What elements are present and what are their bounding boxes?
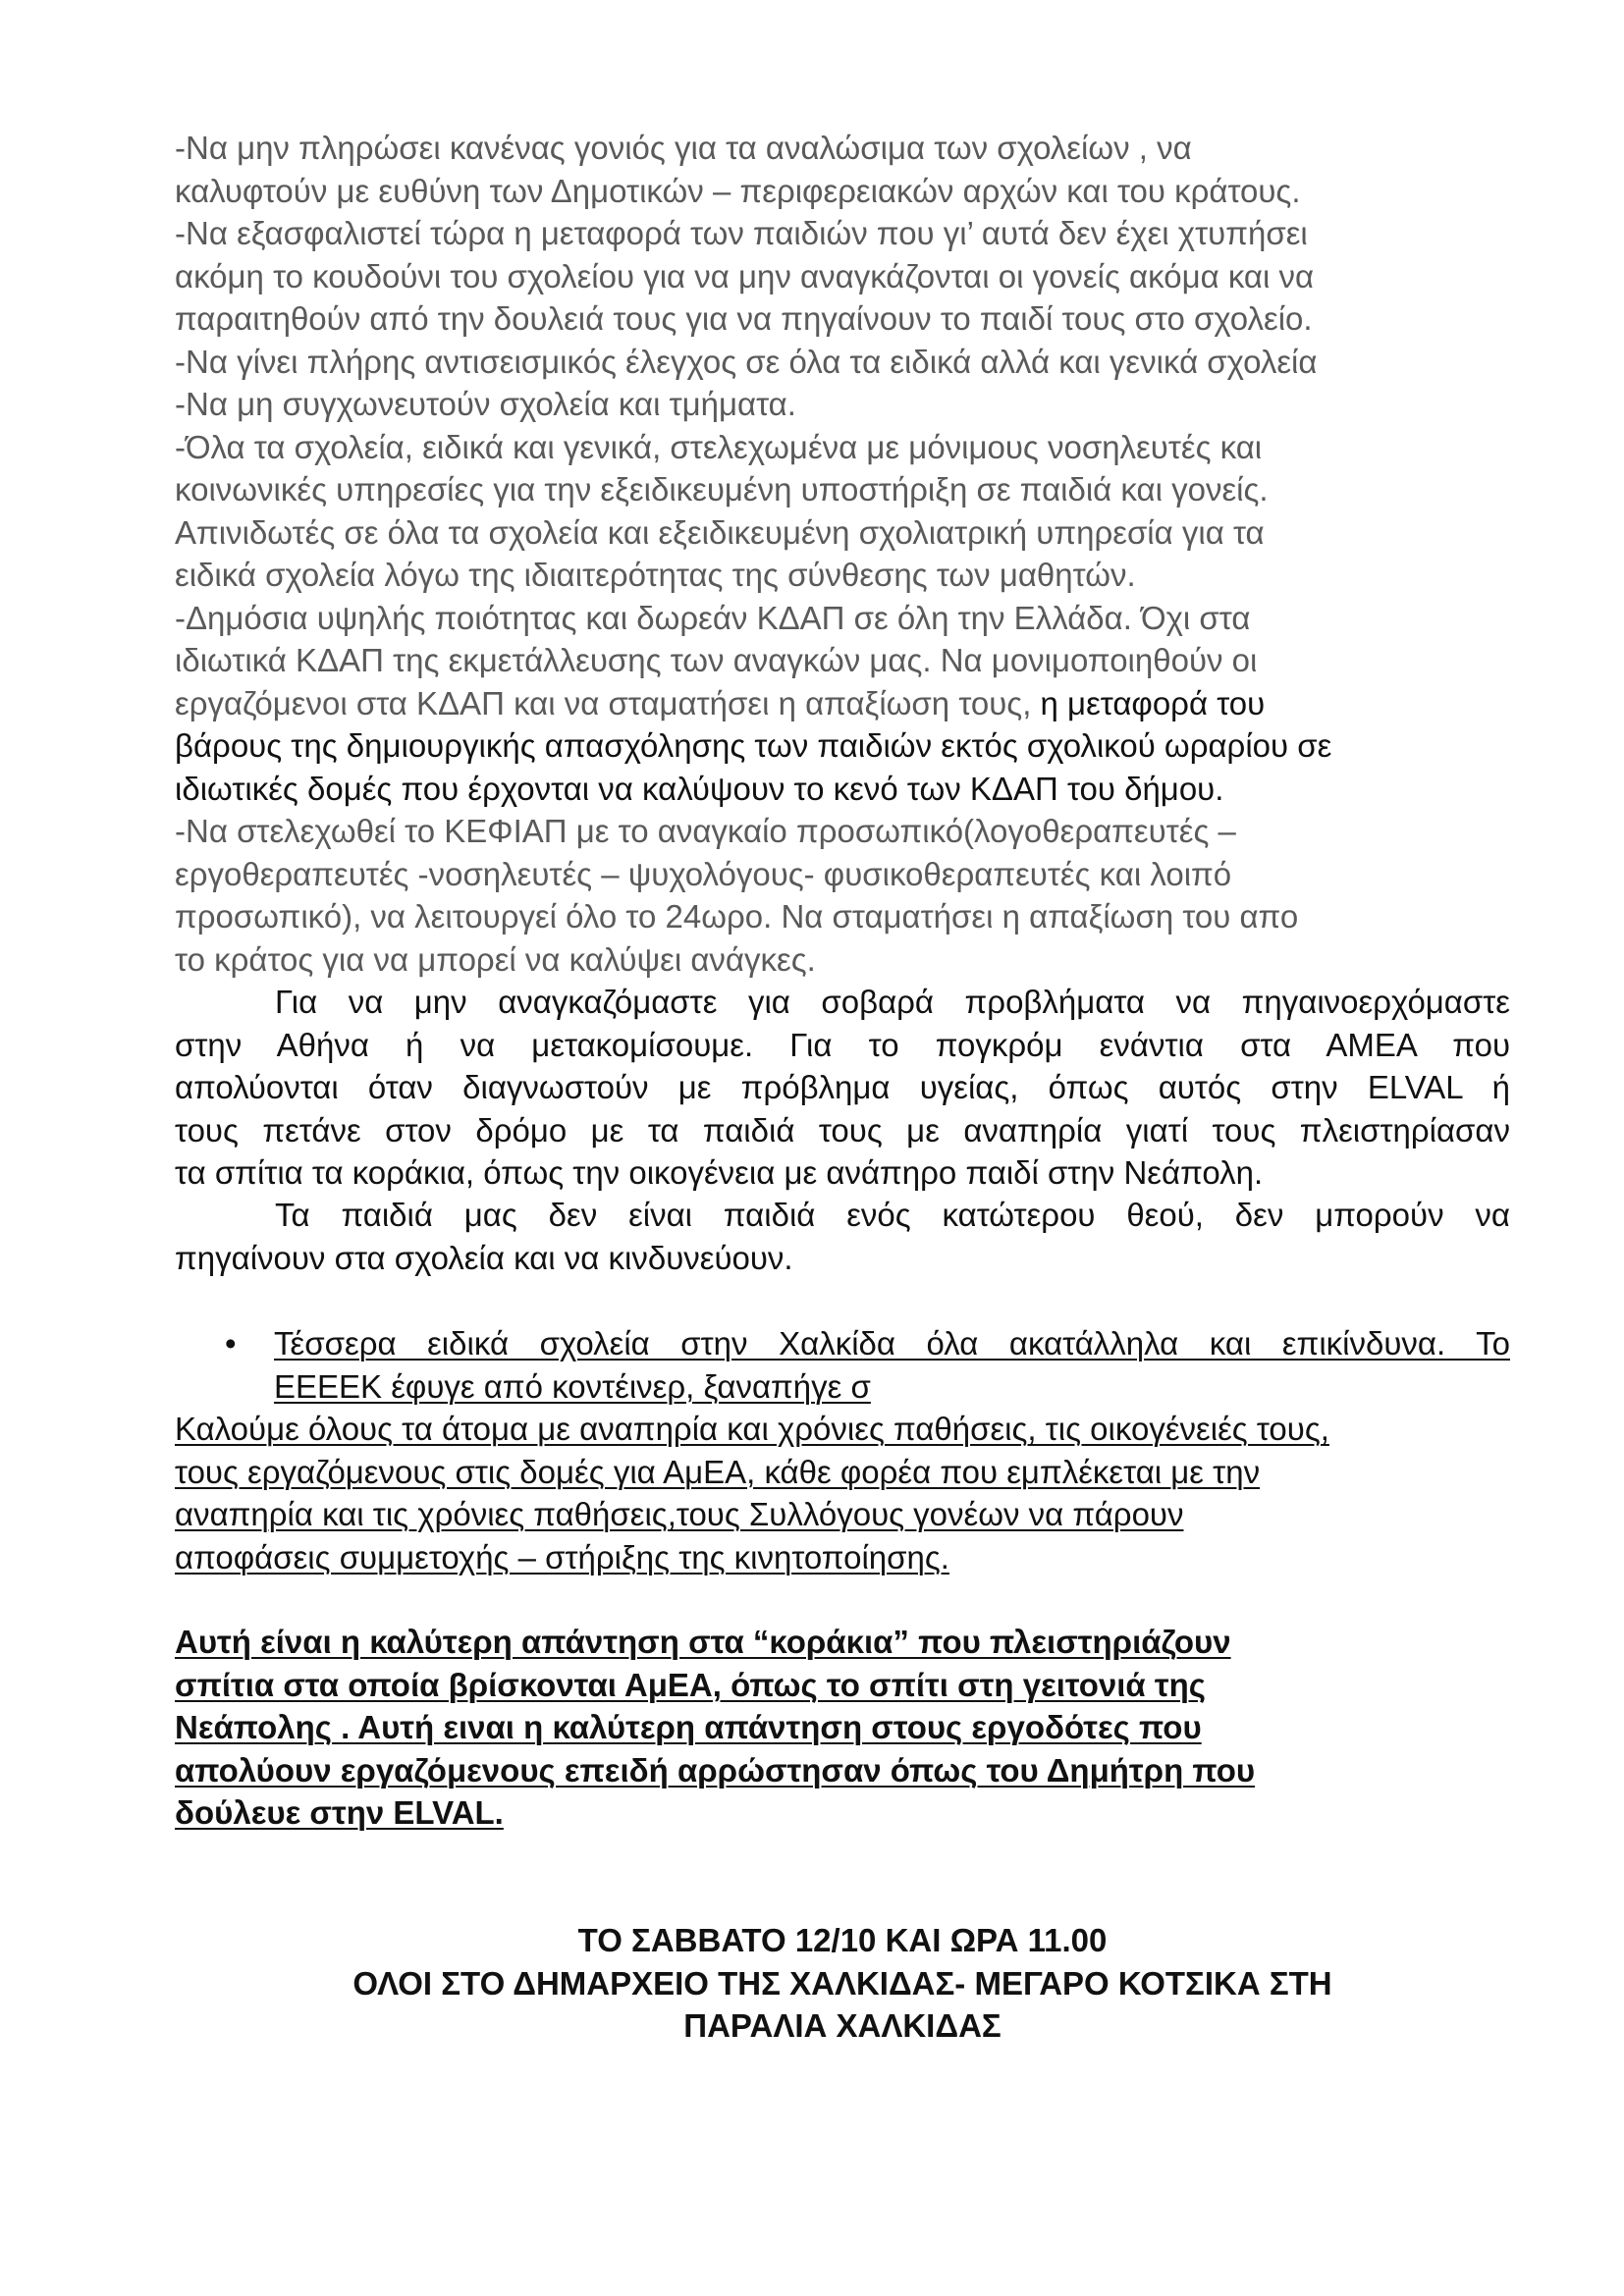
demand-line: κοινωνικές υπηρεσίες για την εξειδικευμένη υποστήριξη σε παιδιά και γονείς.	[175, 471, 1269, 507]
demand-line: -Να γίνει πλήρης αντισεισμικός έλεγχος σε όλα τα ειδικά αλλά και γενικά σχολεία	[175, 343, 1318, 380]
call-line: τους εργαζόμενους στις δομές για ΑμΕΑ, κάθε φορέα που εμπλέκεται με την	[175, 1453, 1261, 1490]
demand-line: ειδικά σχολεία λόγω της ιδιαιτερότητας της σύνθεσης των μαθητών.	[175, 557, 1136, 593]
call-line: αποφάσεις συμμετοχής – στήριξης της κινητοποίησης.	[175, 1538, 949, 1575]
demand-line: Απινιδωτές σε όλα τα σχολεία και εξειδικευμένη σχολιατρική υπηρεσία για τα	[175, 513, 1265, 551]
answer-line: σπίτια στα οποία βρίσκονται ΑμΕΑ, όπως το σπίτι στη γειτονιά της	[175, 1666, 1206, 1703]
event-place: ΠΑΡΑΛΙΑ ΧΑΛΚΙΔΑΣ	[683, 2007, 1001, 2044]
paragraph-line: τα σπίτια τα κοράκια, όπως την οικογένεια με ανάπηρο παιδί στην Νεάπολη.	[175, 1154, 1264, 1191]
demand-mixed-grey: εργαζόμενοι στα ΚΔΑΠ και να σταματήσει η απαξίωση τους,	[175, 684, 1041, 721]
paragraph-line: απολύονται όταν διαγνωστούν με πρόβλημα υγείας, όπως αυτός στην ELVAL ή	[175, 1069, 1510, 1105]
demand-line: -Όλα τα σχολεία, ειδικά και γενικά, στελεχωμένα με μόνιμους νοσηλευτές και	[175, 428, 1263, 465]
demand-line: προσωπικό), να λειτουργεί όλο το 24ωρο. Να σταματήσει η απαξίωση του απο	[175, 898, 1299, 934]
call-section	[175, 1408, 1510, 1578]
bullet-list	[175, 1322, 1510, 1408]
paragraph-line: πηγαίνουν στα σχολεία και να κινδυνεύουν.	[175, 1239, 793, 1276]
demand-line: -Να στελεχωθεί το ΚΕΦΙΑΠ με το αναγκαίο προσωπικό(λογοθεραπευτές –	[175, 813, 1236, 849]
demand-black-line: βάρους της δημιουργικής απασχόλησης των παιδιών εκτός σχολικού ωραρίου σε	[175, 727, 1332, 764]
paragraph-athens	[175, 981, 1510, 1195]
demand-line: -Να μη συγχωνευτούν σχολεία και τμήματα.	[175, 386, 796, 422]
answer-line: Αυτή είναι η καλύτερη απάντηση στα “κοράκια” που πλειστηριάζουν	[175, 1624, 1231, 1660]
demand-line: παραιτηθούν από την δουλειά τους για να πηγαίνουν το παιδί τους στο σχολείο.	[175, 300, 1313, 337]
demand-line: ιδιωτικά ΚΔΑΠ της εκμετάλλευσης των αναγκών μας. Να μονιμοποιηθούν οι	[175, 642, 1258, 678]
bullet-icon: •	[225, 1325, 237, 1362]
paragraph-line: τους πετάνε στον δρόμο με τα παιδιά τους με αναπηρία γιατί τους πλειστηρίασαν	[175, 1111, 1510, 1148]
answer-line: δούλευε στην ELVAL.	[175, 1794, 504, 1831]
demand-mixed-line	[175, 682, 1510, 725]
answer-line: απολύουν εργαζόμενους επειδή αρρώστησαν όπως του Δημήτρη που	[175, 1751, 1256, 1789]
answer-section	[175, 1621, 1510, 1835]
demand-line: εργοθεραπευτές -νοσηλευτές – ψυχολόγους- φυσικοθεραπευτές και λοιπό	[175, 855, 1232, 892]
paragraph-line: στην Αθήνα ή να μετακομίσουμε. Για το πογκρόμ ενάντια στα ΑΜΕΑ που	[175, 1026, 1510, 1063]
paragraph-line: Για να μην αναγκαζόμαστε για σοβαρά προβλήματα να πηγαινοερχόμαστε	[275, 984, 1510, 1020]
event-date: ΤΟ ΣΑΒΒΑΤΟ 12/10 ΚΑΙ ΩΡΑ 11.00	[577, 1922, 1108, 1958]
event-location: ΟΛΟΙ ΣΤΟ ΔΗΜΑΡΧΕΙΟ ΤΗΣ ΧΑΛΚΙΔΑΣ- ΜΕΓΑΡΟ ΚΟΤΣΙΚΑ ΣΤΗ	[352, 1964, 1332, 2002]
demand-line: ακόμη το κουδούνι του σχολείου για να μην αναγκάζονται οι γονείς ακόμα και να	[175, 257, 1315, 294]
call-line: Καλούμε όλους τα άτομα με αναπηρία και χρόνιες παθήσεις, τις οικογένειές τους,	[175, 1411, 1329, 1447]
demand-line: το κράτος για να μπορεί να καλύψει ανάγκες.	[175, 940, 816, 978]
demand-mixed-black: η μεταφορά του	[1040, 684, 1266, 721]
demand-line: -Να εξασφαλιστεί τώρα η μεταφορά των παιδιών που γι’ αυτά δεν έχει χτυπήσει	[175, 215, 1308, 251]
answer-line: Νεάπολης . Αυτή ειναι η καλύτερη απάντηση στους εργοδότες που	[175, 1709, 1202, 1745]
demand-line: -Να μην πληρώσει κανένας γονιός για τα αναλώσιμα των σχολείων , να	[175, 130, 1192, 166]
call-line: αναπηρία και τις χρόνιες παθήσεις,τους Συλλόγους γονέων να πάρουν	[175, 1496, 1184, 1532]
demand-black-line: ιδιωτικές δομές που έρχονται να καλύψουν το κενό των ΚΔΑΠ του δήμου.	[175, 770, 1224, 807]
demand-line: -Δημόσια υψηλής ποιότητας και δωρεάν ΚΔΑΠ σε όλη την Ελλάδα. Όχι στα	[175, 599, 1251, 636]
bullet-line: Τέσσερα ειδικά σχολεία στην Χαλκίδα όλα ακατάλληλα και επικίνδυνα. Το	[274, 1325, 1510, 1362]
paragraph-children	[175, 1194, 1510, 1279]
demand-line: καλυφτούν με ευθύνη των Δημοτικών – περιφερειακών αρχών και του κράτους.	[175, 172, 1301, 209]
demands-section	[175, 127, 1510, 981]
paragraph-line: Τα παιδιά μας δεν είναι παιδιά ενός κατώτερου θεού, δεν μπορούν να	[275, 1197, 1510, 1233]
bullet-line: ΕΕΕΕΚ έφυγε από κοντέινερ, ξαναπήγε σ	[274, 1367, 871, 1405]
bullet-item	[175, 1322, 1510, 1408]
event-announcement	[175, 1919, 1510, 2048]
